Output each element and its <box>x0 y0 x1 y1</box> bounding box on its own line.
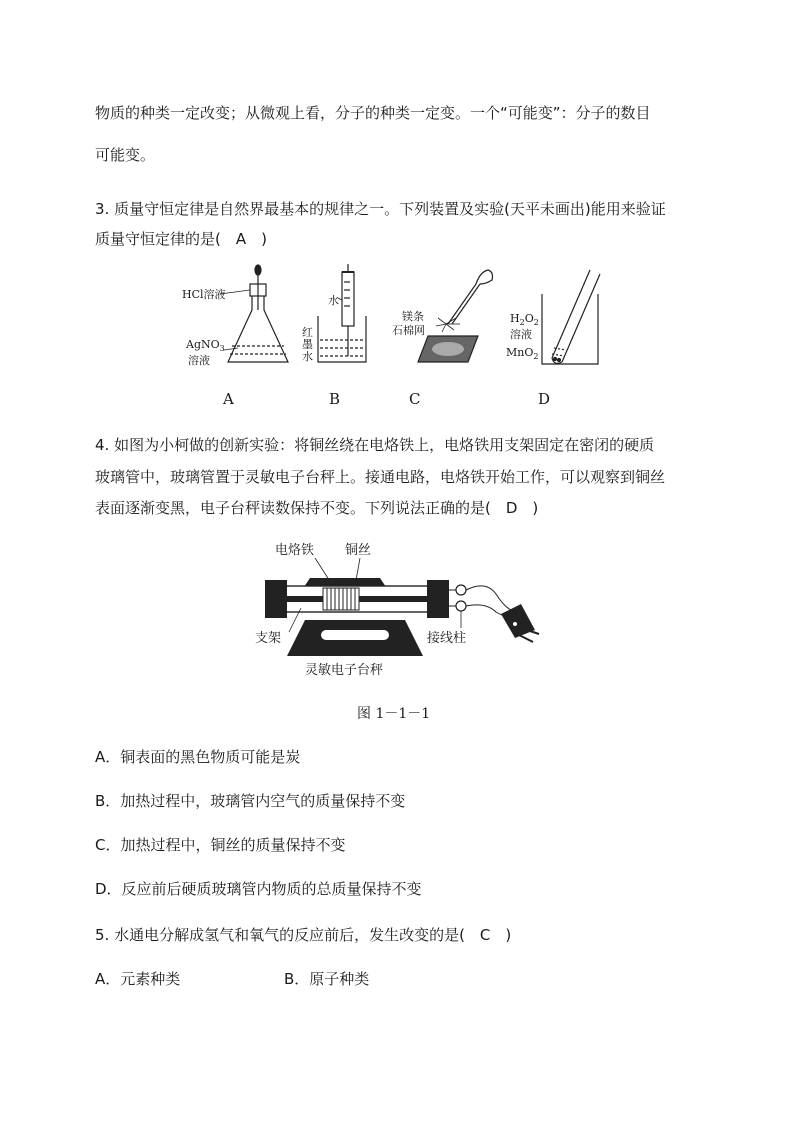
electronic-scale <box>287 620 423 656</box>
intro-line-2: 可能变。 <box>95 146 156 164</box>
label-d-solution: 溶液 <box>510 328 532 341</box>
q3-option-c-label: C <box>409 390 421 408</box>
label-h2o2: $H_2O_2$ <box>510 312 539 327</box>
q5-stem: 5. 水通电分解成氢气和氧气的反应前后，发生改变的是( C ) <box>95 926 512 944</box>
q4-stem-line-1: 4. 如图为小柯做的创新实验：将铜丝绕在电烙铁上，电烙铁用支架固定在密闭的硬质 <box>95 436 655 454</box>
label-stand: 支架 <box>255 631 282 646</box>
label-agno3-solution: 溶液 <box>188 354 210 367</box>
label-mg-strip: 镁条 <box>402 310 424 323</box>
q3-option-a-label: A <box>223 390 234 408</box>
label-red-1: 红 <box>302 326 313 339</box>
label-hcl: HCl溶液 <box>182 288 226 301</box>
q5-option-b: B．原子种类 <box>284 970 370 988</box>
q5-option-a: A．元素种类 <box>95 970 181 988</box>
intro-line-1: 物质的种类一定改变；从微观上看，分子的种类一定变。一个“可能变”：分子的数目 <box>95 104 651 122</box>
q3-stem-line-1: 3. 质量守恒定律是自然界最基本的规律之一。下列装置及实验(天平未画出)能用来验证 <box>95 200 666 218</box>
q3-stem-line-2: 质量守恒定律的是( A ) <box>95 230 267 248</box>
q3-apparatus-figure <box>180 262 620 374</box>
beaker-d <box>542 270 600 364</box>
burning-c <box>418 270 493 362</box>
q4-apparatus-figure <box>255 538 555 680</box>
q4-option-c: C．加热过程中，铜丝的质量保持不变 <box>95 836 346 854</box>
label-electronic-scale: 灵敏电子台秤 <box>305 663 384 678</box>
q4-stem-line-2: 玻璃管中，玻璃管置于灵敏电子台秤上。接通电路，电烙铁开始工作，可以观察到铜丝 <box>95 468 666 486</box>
label-agno3: AgNO$_3$ <box>186 338 225 353</box>
label-terminal: 接线柱 <box>427 631 467 646</box>
power-plug <box>501 604 539 642</box>
beaker-b <box>318 264 366 362</box>
label-gauze: 石棉网 <box>392 324 425 337</box>
q4-option-a: A．铜表面的黑色物质可能是炭 <box>95 748 301 766</box>
q3-option-d-label: D <box>538 390 551 408</box>
label-red-2: 墨 <box>302 338 313 351</box>
q4-option-d: D．反应前后硬质玻璃管内物质的总质量保持不变 <box>95 880 422 898</box>
q4-stem-line-3: 表面逐渐变黑，电子台秤读数保持不变。下列说法正确的是( D ) <box>95 499 539 517</box>
label-copper-wire: 铜丝 <box>345 543 372 558</box>
glass-tube <box>265 580 449 618</box>
label-water: 水 <box>328 294 339 307</box>
q4-option-b: B．加热过程中，玻璃管内空气的质量保持不变 <box>95 792 406 810</box>
label-mno2: MnO$_2$ <box>506 346 539 361</box>
flask-a <box>220 265 288 362</box>
label-soldering-iron: 电烙铁 <box>275 543 315 558</box>
q3-option-b-label: B <box>329 390 341 408</box>
label-red-3: 水 <box>302 350 313 363</box>
figure-caption: 图 1－1－1 <box>357 706 431 722</box>
